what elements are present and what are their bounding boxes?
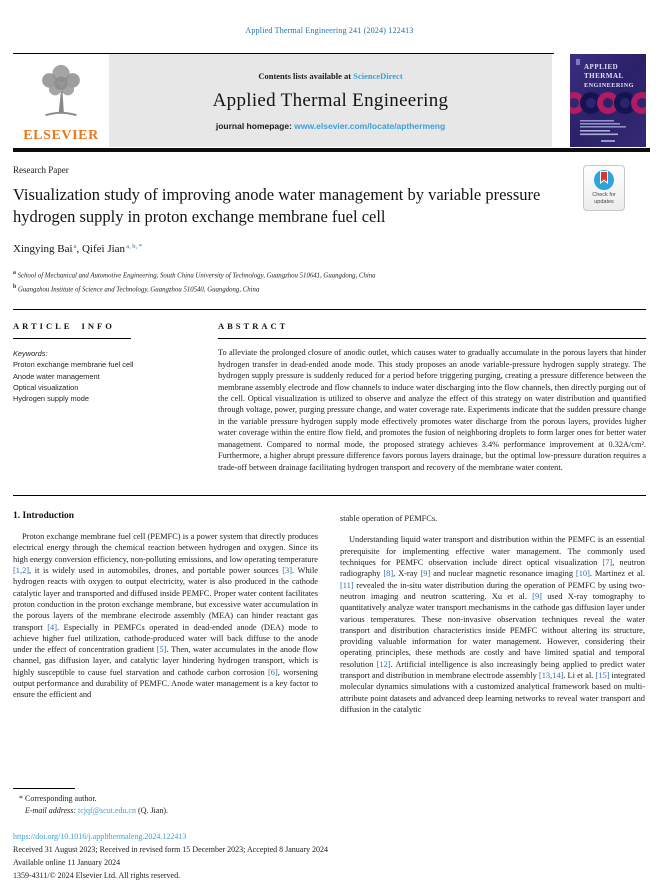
banner-center-panel <box>109 54 552 147</box>
email-line <box>13 805 313 817</box>
abstract-column <box>218 321 646 493</box>
elsevier-wordmark: ELSEVIER <box>23 128 99 143</box>
abstract-text: To alleviate the prolonged closure of anodic outlet, which causes water to gradually accumulate in the porous layers that hinder hydrogen transfer in dead-ended anode mode. This study proposes an anode variable-pressure hydrogen supply strategy. The hydrogen supply pressure is suddenly reduced for a period before triggering purging, creating a pressure difference between the membrane assembly electrode and flow channels to induce water discharging into the flow channels, then directly purging out of the cell. Optical visualization is utilized to observe and analyze the effect of this strategy on water distribution and quantified through voltage, power, purging pressure change, and water coverage rate. Experiments indicate that the sudden pressure change in the variable pressure hydrogen supply mode effectively promotes water discharge from the porous layers, provides higher water coverage within the entire flow field, and promotes the fusion of neighboring droplets to form larger ones for better water management. Compared to normal mode, the proposed strategy achieves 3.4% performance improvement at 0.32A/cm². Furthermore, a higher abrupt pressure difference favors porous layers drainage, but the optimal low-pressure duration requires a trade-off between drainage facilitating hydrogen transport and recovery of the membrane water content. <box>218 348 646 472</box>
journal-cover-thumbnail <box>570 54 646 147</box>
email-label: E-mail address: <box>25 806 77 816</box>
authors-line <box>13 243 646 255</box>
homepage-label: journal homepage: <box>215 120 292 131</box>
contents-prefix: Contents lists available at <box>258 70 352 81</box>
introduction-heading: 1. Introduction <box>13 511 75 522</box>
banner-journal-title: Applied Thermal Engineering <box>212 89 449 111</box>
journal-banner <box>13 53 646 152</box>
citation-link[interactable]: [10] <box>575 569 590 579</box>
left-column <box>13 496 318 768</box>
corresponding-author-note: * Corresponding author. <box>19 794 97 803</box>
citation-link[interactable]: [15] <box>595 671 610 681</box>
author-1-affiliation-sup: a <box>73 242 77 250</box>
corresponding-author-footnote <box>13 788 313 818</box>
abstract-heading: ABSTRACT <box>218 321 289 332</box>
article-info-column <box>13 321 194 493</box>
citation-link[interactable]: [1,2] <box>13 566 30 576</box>
citation-link[interactable]: [7] <box>602 558 613 568</box>
introduction-paragraph-left: Proton exchange membrane fuel cell (PEMFC) is a power system that directly produces electrical energy through the chemical reaction between hydrogen and oxygen. Since its high energy conversion efficiency, non-polluting emissions, and low operating temperature [1,2], it is widely used in automobiles, drones, and portable power sources [3]. While hydrogen reacts with oxygen to output electricity, water is also produced in the cathode catalytic layer and transported and diffused inside PEMFC. Proper water content facilitates proton conduction in the proton exchange membrane, but excessive water accumulation in the porous layers of the membrane electrode assembly (MEA) can hinder reactant gas transport [4]. Especially in PEMFCs operated in dead-ended anode (DEA) mode to achieve higher fuel utilization, cathode-produced water will back diffuse to the anode under the effect of concentration gradient [5]. Then, water accumulates in the anode flow channel, gas diffusion layer, and catalytic layer hindering hydrogen transport, which is highly susceptible to cause fuel starvation and cathode carbon corrosion [6], worsening output performance and durability of PEMFC. Anode water management is a key factor to ensure the efficient and <box>13 532 319 700</box>
keyword-item: Proton exchange membrane fuel cell <box>13 360 134 370</box>
article-info-heading-rule <box>13 338 131 339</box>
journal-reference-header: Applied Thermal Engineering 241 (2024) 122413 <box>245 26 414 35</box>
footnote-rule <box>13 788 75 789</box>
available-online-line: Available online 11 January 2024 <box>13 857 121 867</box>
introduction-paragraph-right: Understanding liquid water transport and distribution within the PEMFC is an essential prerequisite for implementing effective water management. The commonly used techniques for PEMFC observation include direct optical visualization [7], neutron radiography [8], X-ray [9] and nuclear magnetic resonance imaging [10]. Martinez et al. [11] revealed the in-situ water distribution during the operation of PEMFC by using two-neutron imaging and neutron scattering. Xu et al. [9] used X-ray tomography to quantitatively analyze water transport mechanisms in the cathode gas diffusion layer under various temperatures. These non-invasive observation techniques reveal the water transport and distribution characteristics inside PEMFC without altering its structure, providing valuable information for water management. However, considering their operating principles, these methods are costly and have limited spatial and temporal resolution [12]. Artificial intelligence is also increasingly being applied to predict water transport and distribution in membrane electrode assembly [13,14]. Li et al. [15] integrated molecular dynamics simulations with a customized analytical framework based on multi-attribute point datasets and advanced deep learning networks to reveal water transport and diffusion in the catalytic <box>340 535 646 714</box>
keyword-item: Optical visualization <box>13 382 79 392</box>
right-column <box>340 496 645 768</box>
citation-link[interactable]: [8] <box>383 569 394 579</box>
issn-copyright-line: 1359-4311/© 2024 Elsevier Ltd. All rights reserved. <box>13 870 181 880</box>
homepage-line <box>216 121 445 131</box>
citation-link[interactable]: [3] <box>282 566 292 576</box>
article-title: Visualization study of improving anode water management by variable pressure hydrogen supply in proton exchange membrane fuel cell <box>13 185 541 226</box>
banner-row <box>13 54 646 147</box>
citation-link[interactable]: [13,14] <box>538 671 564 681</box>
title-section <box>13 152 646 296</box>
affiliations-block <box>13 268 646 296</box>
elsevier-tree-icon <box>32 62 90 127</box>
keyword-item: Hydrogen supply mode <box>13 394 90 404</box>
author-name-1: Xingying Bai <box>13 242 73 255</box>
citation-link[interactable]: [9] <box>532 591 542 601</box>
homepage-url-link[interactable]: www.elsevier.com/locate/apthermeng <box>294 120 446 131</box>
article-type-label: Research Paper <box>13 165 69 175</box>
contents-line <box>258 71 402 81</box>
keywords-block <box>13 348 194 404</box>
citation-link[interactable]: [12] <box>376 659 391 669</box>
cover-title-line3: ENGINEERING <box>584 82 634 89</box>
check-updates-bookmark-icon <box>599 171 609 189</box>
keyword-item: Anode water management <box>13 371 100 381</box>
citation-link[interactable]: [9] <box>420 569 431 579</box>
info-abstract-section <box>13 310 646 493</box>
citation-link[interactable]: [5] <box>156 645 167 655</box>
author-separator: , <box>76 242 82 255</box>
author-2-affiliation-sup: a, b, * <box>126 242 142 250</box>
check-for-updates-badge[interactable] <box>583 165 625 211</box>
check-updates-circle <box>594 170 614 190</box>
citation-link[interactable]: [6] <box>267 667 278 677</box>
doi-link[interactable]: https://doi.org/10.1016/j.applthermaleng.2024.122413 <box>13 832 187 841</box>
affiliation-line-b: $^b$ Guangzhou Institute of Science and Technology, Guangzhou 510540, Guangdong, China <box>13 284 260 294</box>
email-suffix: (Q. Jian). <box>138 806 169 816</box>
footer-block <box>13 831 328 883</box>
article-info-heading: ARTICLE INFO <box>13 321 115 332</box>
affiliation-line-a: $^a$ School of Mechanical and Automotive Engineering, South China University of Technology, Guangzhou 510641, Guangdong, China <box>13 269 376 280</box>
cover-title-line1: APPLIED <box>584 63 619 71</box>
email-link[interactable]: tcjqf@scut.edu.cn <box>78 806 137 816</box>
body-columns <box>13 496 646 768</box>
introduction-fragment-right: stable operation of PEMFCs. <box>340 514 438 524</box>
author-name-2: Qifei Jian <box>81 242 126 255</box>
citation-link[interactable]: [4] <box>47 622 58 632</box>
citation-link[interactable]: [11] <box>340 580 354 590</box>
check-updates-label: Check for updates <box>592 192 616 206</box>
elsevier-logo <box>13 54 109 147</box>
abstract-heading-rule <box>218 338 646 339</box>
received-dates-line: Received 31 August 2023; Received in revised form 15 December 2023; Accepted 8 January 2024 <box>13 844 329 854</box>
sciencedirect-link[interactable]: ScienceDirect <box>353 70 403 81</box>
keywords-label: Keywords: <box>13 349 48 359</box>
cover-title-line2: THERMAL <box>584 72 624 80</box>
